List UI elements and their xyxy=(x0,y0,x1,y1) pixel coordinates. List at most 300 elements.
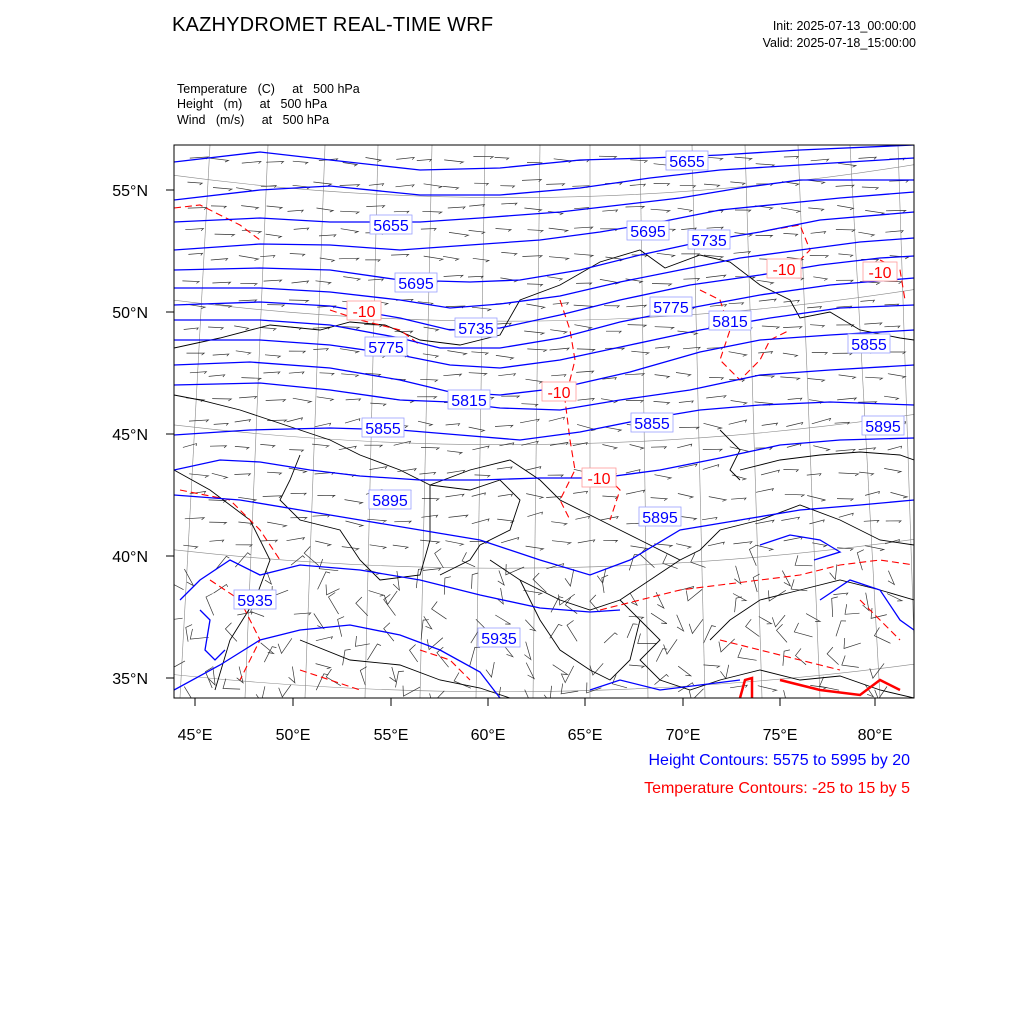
wind-barb xyxy=(188,253,202,255)
wind-barb xyxy=(304,546,319,565)
wind-barb xyxy=(838,254,852,257)
wind-barb xyxy=(838,163,856,167)
country-borders xyxy=(174,250,914,698)
lon-tick-label: 65°E xyxy=(567,727,603,744)
wind-barb xyxy=(499,443,513,446)
wind-barb xyxy=(759,299,776,301)
wind-barb xyxy=(469,230,485,234)
height-contour xyxy=(760,535,840,560)
wind-barb xyxy=(447,451,462,455)
wind-barb xyxy=(628,325,647,328)
lon-tick-label: 50°E xyxy=(275,727,311,744)
wind-barb xyxy=(474,183,488,185)
wind-barb xyxy=(706,157,723,160)
wind-barb xyxy=(812,418,831,423)
wind-barb xyxy=(472,573,479,589)
height-contour xyxy=(820,580,914,630)
wind-barb xyxy=(469,373,487,376)
lon-tick-label: 55°E xyxy=(373,727,409,744)
wind-barb xyxy=(833,593,847,595)
meridian-line xyxy=(898,145,914,640)
wind-barb xyxy=(704,184,720,187)
lon-tick-label: 75°E xyxy=(762,727,798,744)
wind-barb xyxy=(263,496,282,498)
wind-barb xyxy=(184,569,193,586)
wind-barb xyxy=(267,522,286,527)
wind-barb xyxy=(836,185,854,187)
wind-barb xyxy=(758,686,777,692)
wind-barb xyxy=(549,417,565,421)
wind-barb xyxy=(731,401,747,405)
wind-barb xyxy=(524,642,531,660)
wind-barb xyxy=(738,648,757,661)
wind-barb xyxy=(235,553,250,567)
wind-barb xyxy=(860,300,874,302)
wind-barb xyxy=(807,496,825,502)
wind-barb xyxy=(169,574,184,590)
wind-barb xyxy=(366,158,381,162)
wind-barb xyxy=(689,689,703,701)
wind-barb xyxy=(521,404,537,407)
wind-barb xyxy=(651,447,666,449)
wind-barb xyxy=(862,187,878,190)
wind-barb xyxy=(430,691,445,704)
wind-barb xyxy=(551,522,567,526)
wind-barb xyxy=(317,495,334,497)
init-time: Init: 2025-07-13_00:00:00 xyxy=(772,19,916,33)
height-contour xyxy=(200,610,225,660)
wind-barb xyxy=(836,621,846,637)
wind-barb xyxy=(837,548,853,551)
wind-barb xyxy=(757,280,774,284)
wind-barb xyxy=(837,398,856,400)
wind-barb xyxy=(316,281,331,285)
wind-barb xyxy=(267,472,281,475)
wind-barb xyxy=(812,543,827,547)
meridian-line xyxy=(245,145,268,698)
wind-barb xyxy=(497,588,503,604)
wind-barb xyxy=(720,665,728,679)
wind-barb xyxy=(655,347,669,349)
height-label: 5815 xyxy=(712,314,748,331)
wind-barb xyxy=(472,446,489,450)
wind-barb xyxy=(810,255,828,257)
wind-barb xyxy=(501,396,519,398)
wind-barb xyxy=(729,420,747,424)
wind-barb xyxy=(709,377,723,379)
wind-barb xyxy=(212,399,231,401)
wind-barb xyxy=(691,553,706,567)
wind-barb xyxy=(655,375,670,379)
height-contour xyxy=(174,145,914,170)
height-label: 5775 xyxy=(368,340,404,357)
wind-barb xyxy=(781,517,799,520)
parallel-line xyxy=(150,412,930,445)
wind-barb xyxy=(567,620,577,641)
field-temperature: Temperature (C) at 500 hPa xyxy=(177,82,360,96)
wind-barb xyxy=(261,328,276,331)
wind-barb xyxy=(784,157,798,159)
wind-barb xyxy=(343,277,360,281)
temperature-contour xyxy=(174,205,260,240)
wind-barb xyxy=(211,259,228,261)
wind-barb xyxy=(472,307,491,311)
wind-barb xyxy=(501,538,519,543)
wind-barb xyxy=(435,549,444,569)
wind-barb xyxy=(214,423,228,425)
wind-barb xyxy=(730,182,745,185)
wind-barb xyxy=(316,637,333,641)
wind-barb xyxy=(183,444,197,448)
wind-barb xyxy=(288,210,304,212)
wind-barb xyxy=(339,258,359,260)
wind-barb xyxy=(602,575,608,593)
wind-barb xyxy=(604,306,619,308)
wind-barb xyxy=(266,162,283,164)
wind-barb xyxy=(424,256,443,261)
wind-barb xyxy=(319,559,338,571)
wind-barb xyxy=(472,493,486,497)
wind-barb xyxy=(654,184,670,186)
wind-barb xyxy=(206,594,214,616)
height-label: 5735 xyxy=(691,233,727,250)
wind-barb xyxy=(548,475,563,477)
wind-barb xyxy=(345,419,360,423)
wind-barb xyxy=(547,277,562,281)
wind-barb xyxy=(420,379,437,382)
wind-barb xyxy=(842,656,859,668)
wind-barb xyxy=(859,448,876,450)
border-line xyxy=(720,430,740,480)
wind-barb xyxy=(266,234,282,238)
wind-barb xyxy=(443,186,458,189)
wind-barb xyxy=(185,229,203,231)
wind-barb xyxy=(290,254,305,257)
wind-barb xyxy=(368,279,383,281)
wind-barb xyxy=(836,280,853,282)
graticule xyxy=(150,145,930,698)
temperature-contour-legend: Temperature Contours: -25 to 15 by 5 xyxy=(644,780,910,797)
wind-barb xyxy=(689,619,703,633)
wind-barb xyxy=(266,400,286,402)
temperature-contour xyxy=(720,640,840,670)
wind-barb xyxy=(524,331,544,335)
wind-barb xyxy=(785,494,804,497)
wind-barb xyxy=(410,645,418,662)
wind-barb xyxy=(340,211,359,214)
wind-barb xyxy=(234,326,248,330)
wind-barb xyxy=(733,542,752,544)
wind-barb xyxy=(870,663,884,678)
wind-barb xyxy=(836,449,855,451)
wind-barb xyxy=(326,585,340,595)
wind-barb xyxy=(293,161,308,164)
wind-barb xyxy=(550,330,567,334)
wind-barb xyxy=(706,396,726,398)
wind-barb xyxy=(187,353,205,355)
wind-barb xyxy=(393,571,399,590)
wind-barb xyxy=(573,491,587,493)
wind-barb xyxy=(446,424,460,426)
wind-barb xyxy=(315,541,331,546)
wind-barb xyxy=(424,616,432,629)
wind-barb xyxy=(707,227,724,229)
wind-barb xyxy=(213,354,229,356)
wind-barb xyxy=(783,470,798,472)
wind-barb xyxy=(702,517,717,519)
wind-barb xyxy=(209,375,225,377)
wind-barb xyxy=(341,374,358,377)
wind-barb xyxy=(313,515,330,517)
wind-barb xyxy=(211,206,226,208)
wind-barb xyxy=(837,499,853,501)
wind-barb xyxy=(845,604,860,614)
wind-barb xyxy=(884,326,899,328)
wind-barb xyxy=(209,540,223,542)
wind-barb xyxy=(756,545,773,550)
wind-barb xyxy=(651,498,667,501)
wind-barb xyxy=(683,347,700,349)
wind-barb xyxy=(884,468,901,473)
lat-tick-label: 50°N xyxy=(112,305,148,322)
wind-barb xyxy=(214,585,228,594)
border-line xyxy=(710,580,914,640)
wind-barb xyxy=(864,323,882,325)
lon-tick-label: 80°E xyxy=(857,727,893,744)
wind-barb xyxy=(501,252,517,255)
wind-barb xyxy=(886,210,906,212)
wind-barb xyxy=(626,490,645,494)
wind-barb xyxy=(889,180,908,182)
wind-barb xyxy=(708,542,724,546)
wind-barb xyxy=(498,571,504,586)
wind-barb xyxy=(686,589,702,601)
wind-barb xyxy=(289,300,308,302)
wind-barb xyxy=(885,231,903,233)
wind-barb xyxy=(468,276,483,278)
height-label: 5895 xyxy=(372,493,408,510)
field-height: Height (m) at 500 hPa xyxy=(177,97,328,111)
wind-barb xyxy=(865,492,879,496)
wind-barb xyxy=(654,401,670,404)
wind-barb xyxy=(808,208,823,211)
wind-barb xyxy=(806,614,820,622)
wind-barb xyxy=(256,686,265,702)
wind-barb xyxy=(600,517,618,521)
wind-barb xyxy=(807,474,821,476)
wind-barb xyxy=(526,494,543,499)
wind-barb xyxy=(498,374,515,376)
wind-barb xyxy=(704,423,722,429)
wind-barb xyxy=(291,493,307,495)
wind-barb xyxy=(811,232,826,234)
wind-barb xyxy=(447,351,466,356)
wind-barb xyxy=(657,253,675,257)
wind-barb xyxy=(587,683,602,693)
valid-time: Valid: 2025-07-18_15:00:00 xyxy=(762,36,916,50)
wind-barb xyxy=(837,206,853,210)
wind-barb xyxy=(289,667,295,683)
wind-barb xyxy=(603,540,617,542)
wind-barb xyxy=(703,665,719,668)
wind-barb xyxy=(444,275,463,277)
height-contour-legend: Height Contours: 5575 to 5995 by 20 xyxy=(648,752,910,769)
wind-barb xyxy=(759,617,772,624)
wind-barb xyxy=(396,157,414,159)
wind-barb xyxy=(365,260,380,262)
wind-barb xyxy=(213,188,232,191)
wind-barb xyxy=(761,470,779,475)
wind-barb xyxy=(241,206,258,210)
meridian-line xyxy=(745,145,762,698)
border-line xyxy=(740,452,914,470)
wind-barb xyxy=(526,546,544,550)
wind-barb xyxy=(267,206,283,209)
wind-barb xyxy=(393,545,408,549)
wind-barb xyxy=(294,228,309,230)
wind-barb xyxy=(292,281,309,283)
wind-barb xyxy=(546,497,562,499)
wind-barb xyxy=(260,256,275,258)
border-line xyxy=(300,640,510,698)
wind-barb xyxy=(678,208,693,212)
wind-barb xyxy=(317,397,334,401)
wind-barb xyxy=(865,210,884,214)
wind-barb xyxy=(346,521,364,527)
wind-barb xyxy=(605,427,621,431)
wind-barb xyxy=(844,638,861,649)
wind-barb xyxy=(423,569,441,571)
wind-barb xyxy=(859,472,873,475)
wind-barb xyxy=(576,283,592,285)
wind-barb xyxy=(652,284,671,286)
wind-barb xyxy=(210,446,226,448)
border-line xyxy=(490,560,680,610)
height-contour xyxy=(174,495,914,575)
wind-barb xyxy=(546,184,564,186)
wind-barb xyxy=(734,252,751,254)
wind-barb xyxy=(369,467,386,470)
temperature-label: -10 xyxy=(587,471,611,488)
wind-barb xyxy=(215,234,235,236)
wind-barb xyxy=(182,281,199,284)
meridian-line xyxy=(533,145,540,698)
wind-barb xyxy=(495,615,510,624)
wind-barb xyxy=(236,545,252,547)
wind-barb xyxy=(448,207,465,209)
wind-barb xyxy=(366,206,384,208)
wind-barb xyxy=(808,379,825,382)
wind-barb xyxy=(190,629,208,639)
temperature-label: -10 xyxy=(547,385,571,402)
wind-barb xyxy=(871,608,887,618)
wind-barb xyxy=(681,254,699,256)
wind-barb xyxy=(859,157,877,159)
wind-barb xyxy=(260,444,275,447)
wind-barb xyxy=(676,373,691,377)
height-label: 5655 xyxy=(373,218,409,235)
parallel-line xyxy=(150,537,930,568)
wind-barb xyxy=(678,494,693,499)
wind-barb xyxy=(184,687,193,702)
wind-barb xyxy=(578,399,595,401)
wind-barb xyxy=(891,492,908,498)
wind-barb xyxy=(208,327,223,330)
wind-barb xyxy=(679,427,699,429)
wind-barb xyxy=(265,355,280,358)
wind-barb xyxy=(756,489,773,493)
wind-barb xyxy=(574,325,591,329)
wind-barb xyxy=(394,521,411,523)
wind-barb xyxy=(239,397,257,399)
wind-barb xyxy=(839,473,859,476)
wind-barb xyxy=(369,184,384,186)
wind-barb xyxy=(528,230,544,233)
wind-barb xyxy=(445,541,463,546)
wind-barb xyxy=(679,401,693,403)
wind-barb xyxy=(419,472,435,474)
wind-barb xyxy=(731,498,746,500)
wind-barb xyxy=(345,500,363,505)
wind-barb xyxy=(599,156,616,158)
wind-barb xyxy=(578,540,595,543)
wind-barb xyxy=(446,494,464,497)
wind-barb xyxy=(242,161,261,163)
wind-barb xyxy=(626,523,640,525)
wind-barb xyxy=(836,230,855,232)
wind-barb xyxy=(525,467,541,471)
wind-barb xyxy=(190,372,207,374)
wind-barb xyxy=(626,401,643,403)
wind-barb xyxy=(370,403,386,406)
height-label: 5855 xyxy=(365,421,401,438)
wind-barb xyxy=(264,280,282,282)
wind-barb xyxy=(865,377,882,380)
wind-barb xyxy=(315,423,331,427)
wind-barb xyxy=(561,684,578,694)
wind-barb xyxy=(630,160,647,163)
height-label: 5935 xyxy=(481,631,517,648)
temperature-contour-warm xyxy=(740,678,752,698)
wind-barb xyxy=(551,375,566,377)
lat-tick-label: 55°N xyxy=(112,183,148,200)
wind-barb xyxy=(498,494,513,496)
wind-barb xyxy=(444,160,463,164)
height-label: 5695 xyxy=(398,276,434,293)
wind-barb xyxy=(550,348,569,350)
wind-barb xyxy=(394,211,409,213)
wind-barb xyxy=(417,159,431,161)
wind-barb xyxy=(630,445,644,450)
wind-barb xyxy=(370,545,386,549)
wind-barb xyxy=(549,257,569,260)
wind-barb xyxy=(706,275,726,277)
wind-barb xyxy=(432,602,447,620)
wind-barb xyxy=(576,371,593,373)
lat-tick-label: 45°N xyxy=(112,427,148,444)
wind-barb xyxy=(497,467,512,469)
border-line xyxy=(330,440,914,560)
wind-barb xyxy=(183,545,197,548)
wind-barb xyxy=(209,522,226,524)
wind-barb xyxy=(782,571,790,586)
height-label: 5895 xyxy=(865,419,901,436)
lat-tick-label: 40°N xyxy=(112,549,148,566)
wind-barb xyxy=(758,352,772,354)
wind-barb xyxy=(356,597,368,616)
wind-barb xyxy=(320,258,335,262)
wind-barb xyxy=(676,544,691,549)
